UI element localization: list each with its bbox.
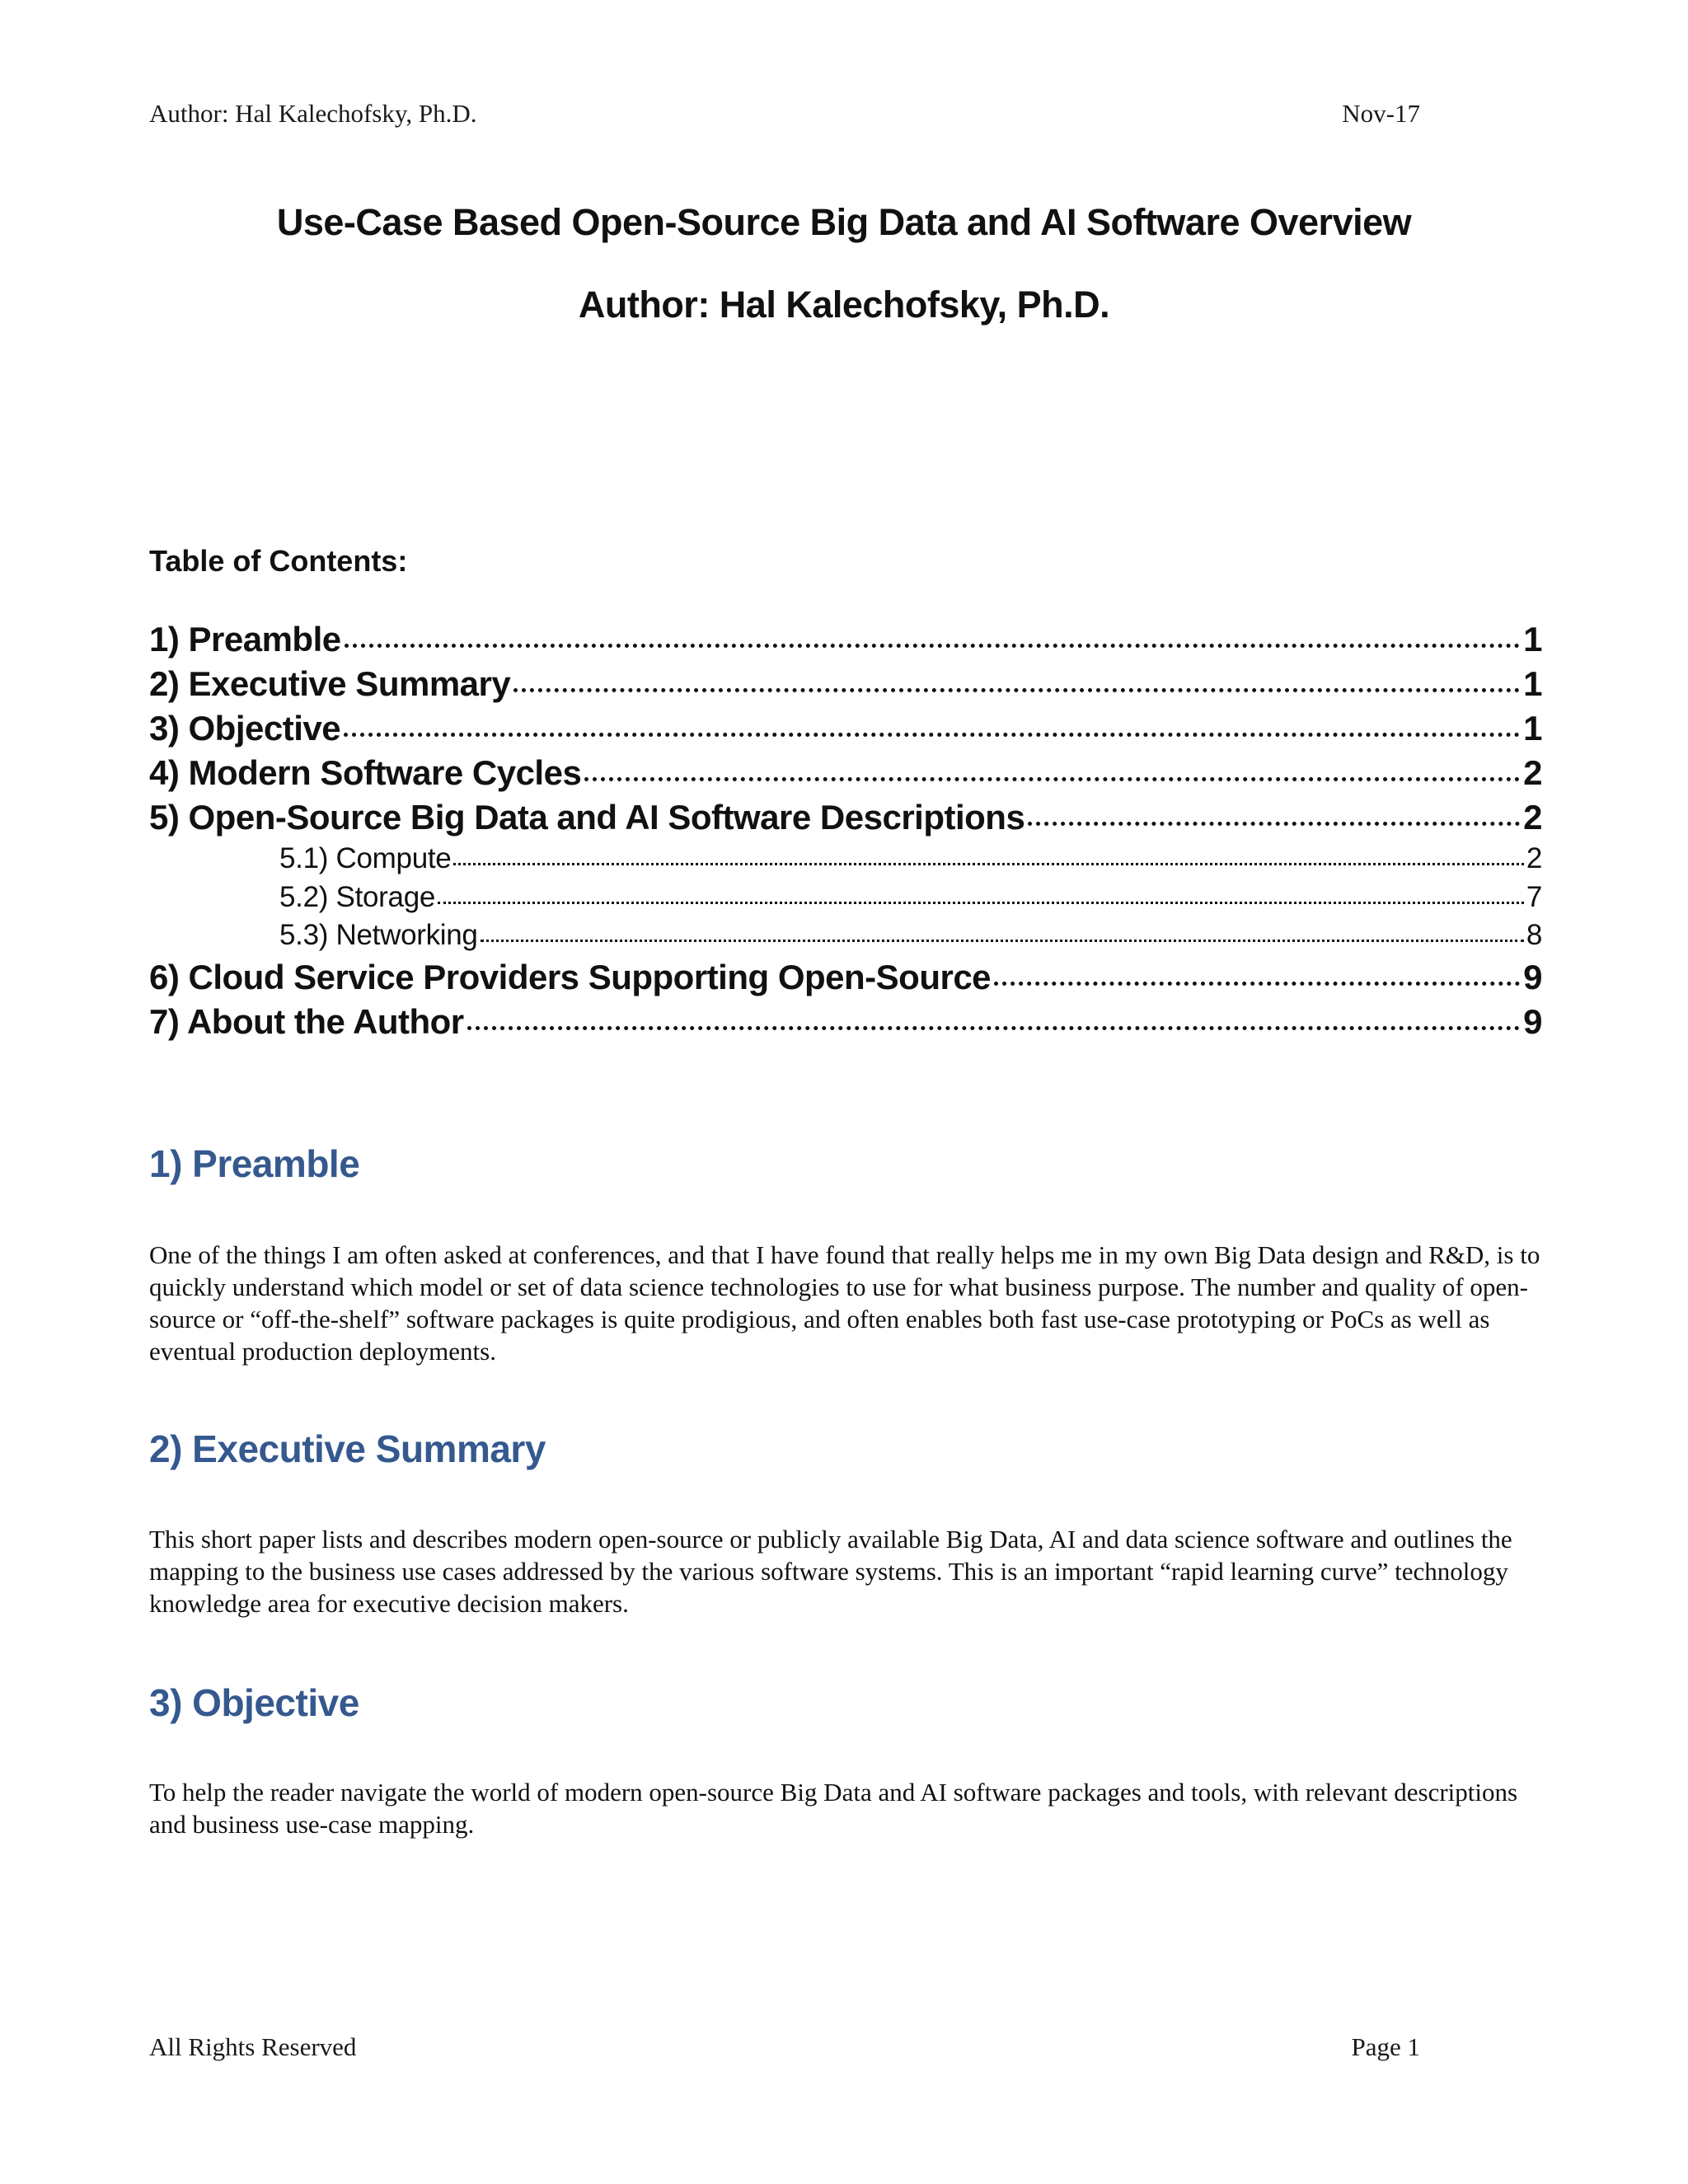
toc-entry-label: 5.2) Storage bbox=[279, 880, 436, 913]
toc-heading: Table of Contents: bbox=[149, 544, 408, 578]
toc-entry-label: 5) Open-Source Big Data and AI Software Descriptions bbox=[149, 798, 1025, 837]
document-title: Use-Case Based Open-Source Big Data and AI Software Overview bbox=[276, 201, 1412, 243]
toc-entry-label: 5.3) Networking bbox=[279, 919, 478, 951]
toc-entry bbox=[149, 753, 1542, 798]
toc-leader-dots bbox=[994, 982, 1520, 986]
title-block bbox=[0, 194, 1688, 334]
footer-rights: All Rights Reserved bbox=[149, 2032, 357, 2061]
toc-entry-page: 2 bbox=[1523, 798, 1542, 837]
document-author: Author: Hal Kalechofsky, Ph.D. bbox=[578, 284, 1110, 326]
toc-entry-label: 4) Modern Software Cycles bbox=[149, 753, 582, 792]
page-footer bbox=[149, 2032, 1420, 2062]
toc-leader-dots bbox=[584, 777, 1520, 781]
section-heading-objective: 3) Objective bbox=[149, 1681, 359, 1724]
header-date: Nov-17 bbox=[1342, 99, 1420, 128]
toc-entry-label: 7) About the Author bbox=[149, 1001, 464, 1041]
toc-entry-page: 8 bbox=[1526, 919, 1542, 951]
toc-entry-page: 9 bbox=[1523, 1001, 1542, 1041]
toc-entry-page: 9 bbox=[1523, 957, 1542, 996]
toc-subentry bbox=[149, 842, 1542, 881]
toc-leader-dots bbox=[345, 644, 1521, 648]
toc-leader-dots bbox=[481, 940, 1524, 942]
toc-leader-dots bbox=[1028, 822, 1520, 826]
toc-entry bbox=[149, 664, 1542, 709]
toc-entry-page: 2 bbox=[1526, 842, 1542, 874]
toc-leader-dots bbox=[513, 688, 1520, 692]
toc-entry-label: 5.1) Compute bbox=[279, 842, 452, 874]
toc-entry-label: 3) Objective bbox=[149, 709, 341, 748]
toc-leader-dots bbox=[344, 733, 1520, 737]
section-heading-executive-summary: 2) Executive Summary bbox=[149, 1427, 546, 1470]
section-heading-preamble: 1) Preamble bbox=[149, 1142, 360, 1185]
section-body-executive-summary: This short paper lists and describes modern open-source or publicly available Big Data, AI and data science software and outlines the mapping to the business use cases addressed by the various software systems. This is an important “rapid learning curve” technology knowledge area for executive decision makers. bbox=[149, 1525, 1512, 1618]
toc-entry-page: 1 bbox=[1523, 709, 1542, 748]
toc-subentry bbox=[149, 881, 1542, 920]
toc-entry-page: 1 bbox=[1523, 664, 1542, 703]
toc-leader-dots bbox=[438, 902, 1524, 904]
toc-entry-page: 7 bbox=[1526, 880, 1542, 913]
toc-entry bbox=[149, 620, 1542, 664]
section-body-preamble: One of the things I am often asked at conferences, and that I have found that really helps me in my own Big Data design and R&D, is to quickly understand which model or set of data science technologies to use for what business purpose. The number and quality of open-source or “off-the-shelf” software packages is quite prodigious, and often enables both fast use-case prototyping or PoCs as well as eventual production deployments. bbox=[149, 1240, 1540, 1366]
toc-entry bbox=[149, 709, 1542, 753]
footer-page-number: Page 1 bbox=[1351, 2032, 1420, 2061]
toc-entry bbox=[149, 798, 1542, 842]
toc-subentry bbox=[149, 919, 1542, 958]
toc-leader-dots bbox=[453, 863, 1523, 865]
toc-entry-label: 1) Preamble bbox=[149, 620, 341, 658]
table-of-contents bbox=[149, 620, 1542, 1047]
toc-entry-label: 2) Executive Summary bbox=[149, 664, 511, 703]
toc-entry-label: 6) Cloud Service Providers Supporting Open-Source bbox=[149, 957, 992, 996]
toc-entry bbox=[149, 1002, 1542, 1047]
toc-entry bbox=[149, 958, 1542, 1002]
section-body-objective: To help the reader navigate the world of modern open-source Big Data and AI software packages and tools, with relevant descriptions and business use-case mapping. bbox=[149, 1778, 1518, 1839]
header-author: Author: Hal Kalechofsky, Ph.D. bbox=[149, 99, 477, 128]
toc-leader-dots bbox=[467, 1026, 1520, 1030]
page-header bbox=[149, 99, 1420, 129]
toc-entry-page: 1 bbox=[1523, 620, 1542, 658]
toc-entry-page: 2 bbox=[1523, 753, 1542, 792]
